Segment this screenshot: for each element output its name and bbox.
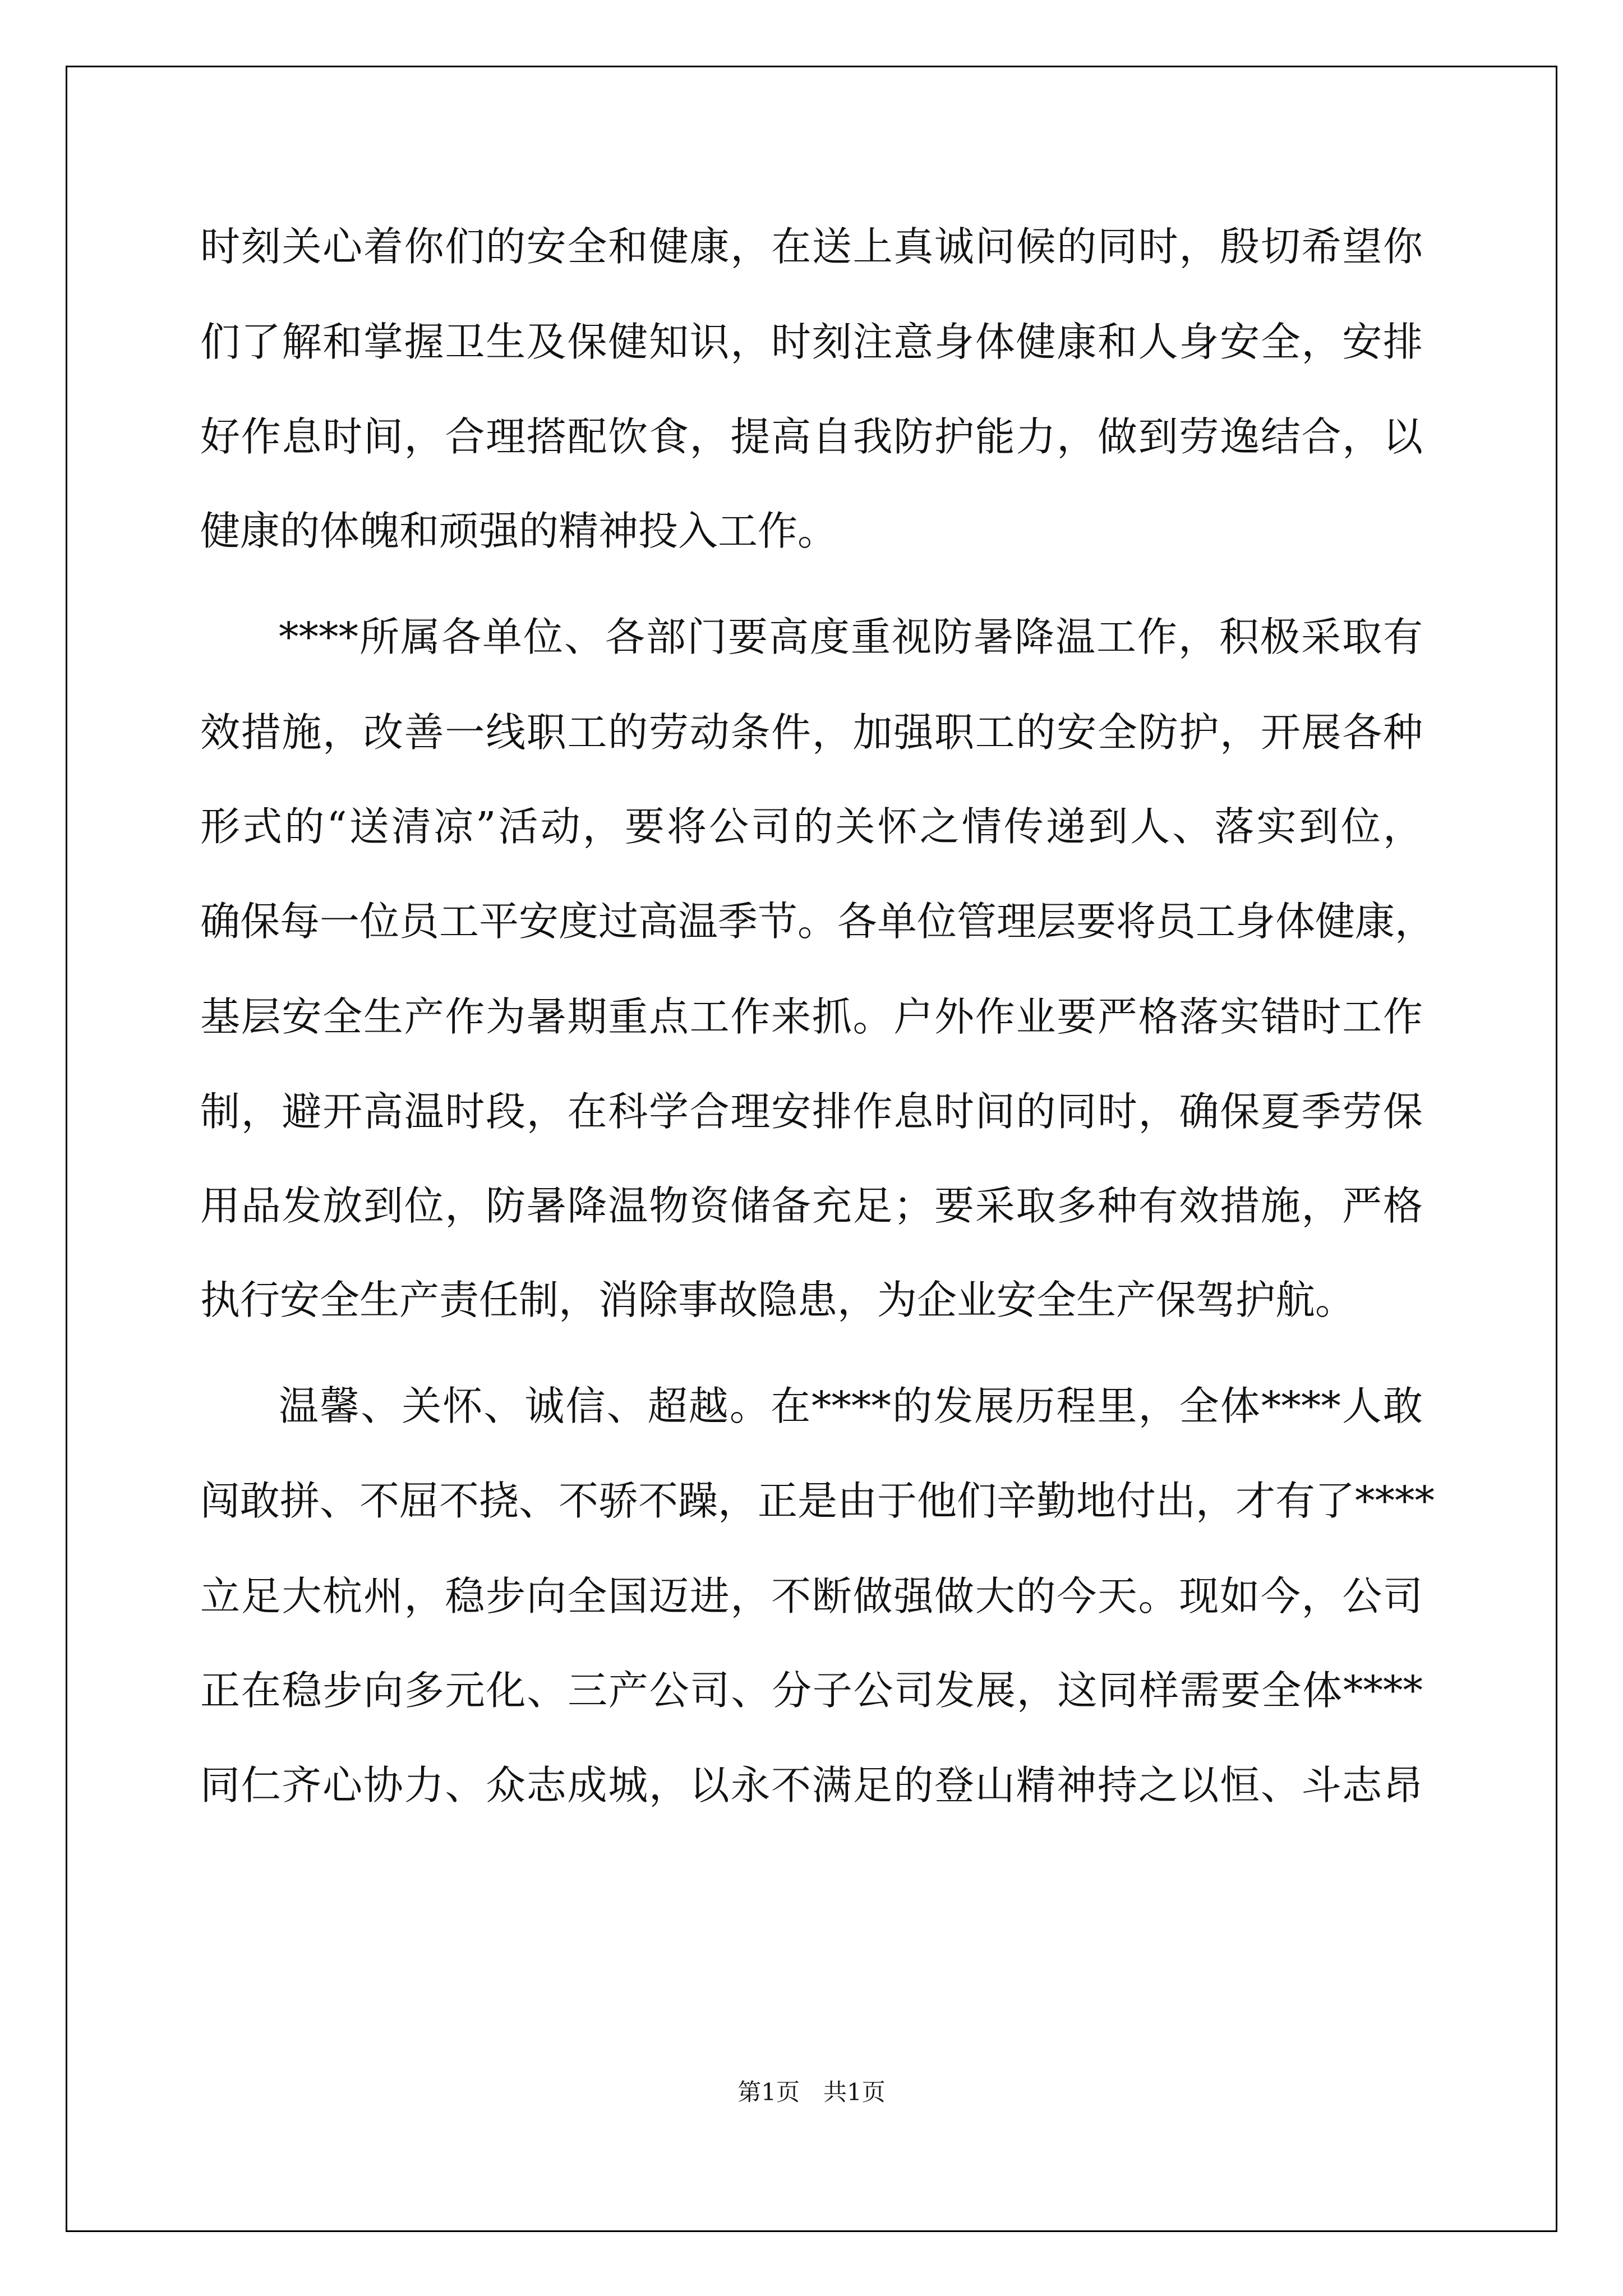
text-line: 好作息时间，合理搭配饮食，提高自我防护能力，做到劳逸结合，以 [200, 413, 1423, 460]
text-line: 立足大杭州，稳步向全国迈进，不断做强做大的今天。现如今，公司 [200, 1573, 1423, 1619]
text-line: 们了解和掌握卫生及保健知识，时刻注意身体健康和人身安全，安排 [200, 319, 1423, 365]
page-number-footer: 第1页 共1页 [737, 2078, 886, 2106]
text-line: 制，避开高温时段，在科学合理安排作息时间的同时，确保夏季劳保 [200, 1088, 1423, 1135]
paragraph-first-line: ****所属各单位、各部门要高度重视防暑降温工作，积极采取有 [279, 614, 1423, 660]
text-line: 形式的“送清凉”活动，要将公司的关怀之情传递到人、落实到位， [200, 803, 1423, 850]
text-line: 效措施，改善一线职工的劳动条件，加强职工的安全防护，开展各种 [200, 709, 1423, 756]
text-line: 确保每一位员工平安度过高温季节。各单位管理层要将员工身体健康， [200, 898, 1435, 945]
text-line: 执行安全生产责任制，消除事故隐患，为企业安全生产保驾护航。 [200, 1277, 1355, 1323]
text-line: 时刻关心着你们的安全和健康，在送上真诚问候的同时，殷切希望你 [200, 223, 1423, 270]
text-line: 闯敢拼、不屈不挠、不骄不躁，正是由于他们辛勤地付出，才有了**** [200, 1478, 1435, 1524]
text-line: 健康的体魄和顽强的精神投入工作。 [200, 508, 838, 554]
page-border [66, 66, 1557, 2232]
text-line: 基层安全生产作为暑期重点工作来抓。户外作业要严格落实错时工作 [200, 993, 1423, 1040]
text-line: 正在稳步向多元化、三产公司、分子公司发展，这同样需要全体**** [200, 1667, 1423, 1714]
text-line: 同仁齐心协力、众志成城，以永不满足的登山精神持之以恒、斗志昂 [200, 1762, 1423, 1809]
paragraph-first-line: 温馨、关怀、诚信、超越。在****的发展历程里，全体****人敢 [279, 1383, 1423, 1429]
text-line: 用品发放到位，防暑降温物资储备充足；要采取多种有效措施，严格 [200, 1182, 1423, 1229]
